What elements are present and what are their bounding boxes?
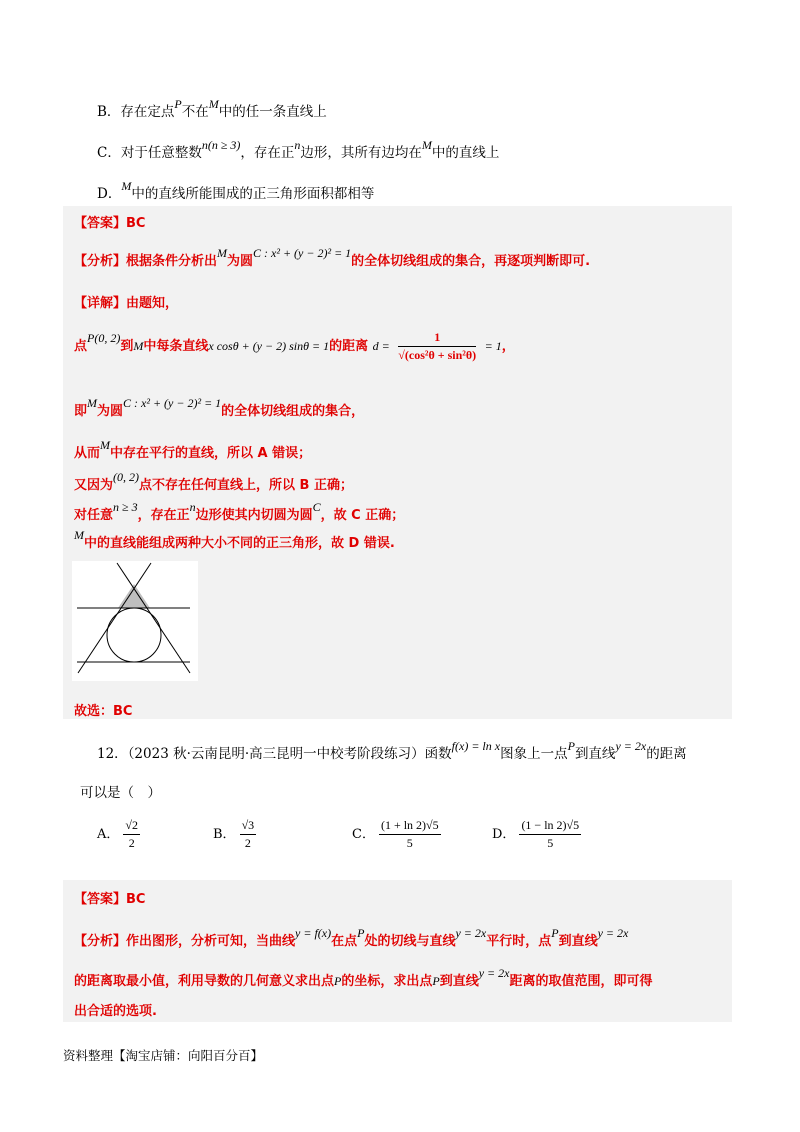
- q11-detail-line1: 点P(0, 2)到M中每条直线x cosθ + (y − 2) sinθ = 1的距离 d = $\frac{1}{\text{√(cos²θ + sin²θ)}}$ = 1，: [74, 330, 515, 362]
- option-c-prev: C．对于任意整数n(n ≥ 3)，存在正n边形，其所有边均在M中的直线上: [97, 138, 500, 161]
- q12-answer: 【答案】BC: [74, 892, 146, 907]
- q12-stem-line1: 12．（2023 秋·云南昆明·高三昆明一中校考阶段练习）函数f(x) = ln x图象上一点P到直线y = 2x的距离: [97, 739, 687, 762]
- q11-detail-line3: 从而M中存在平行的直线，所以 A 错误；: [74, 438, 312, 461]
- q11-detail-line6: M中的直线能组成两种大小不同的正三角形，故 D 错误.: [74, 528, 395, 551]
- q11-detail-head: 【详解】由题知，: [74, 296, 179, 311]
- q12-option-a: A． $\frac{√2}{2}$: [97, 818, 138, 850]
- q12-analysis-line1: 【分析】作出图形，分析可知，当曲线y = f(x)在点P处的切线与直线y = 2x平行时，点P到直线y = 2x: [74, 926, 629, 949]
- q12-analysis-line2: 的距离取最小值，利用导数的几何意义求出点P的坐标，求出点P到直线y = 2x距离的取值范围，即可得: [74, 966, 653, 989]
- q11-answer: 【答案】BC: [74, 216, 146, 231]
- option-b-prev: B．存在定点P不在M中的任一条直线上: [97, 97, 327, 120]
- q11-detail-line5: 对任意n ≥ 3，存在正n边形使其内切圆为圆C，故 C 正确；: [74, 500, 405, 523]
- q12-option-b: B． $\frac{√3}{2}$: [213, 818, 255, 850]
- q12-option-d: D． $\frac{(1 - \ln 2)√5}{5}$: [492, 818, 580, 850]
- q11-figure: [72, 561, 198, 681]
- incircle: [107, 608, 161, 662]
- q12-analysis-line3: 出合适的选项.: [74, 1004, 157, 1019]
- page-footer: 资料整理【淘宝店铺：向阳百分百】: [63, 1048, 264, 1063]
- option-d-prev: D．M中的直线所能围成的正三角形面积都相等: [97, 179, 375, 202]
- tangent-line-left: [78, 563, 151, 673]
- q11-detail-line4: 又因为(0, 2)点不存在任何直线上，所以 B 正确；: [74, 470, 353, 493]
- q11-solution-block: [63, 206, 732, 719]
- triangle-incircle-diagram: [72, 561, 198, 681]
- q12-stem-line2: 可以是（ ）: [80, 785, 161, 801]
- tangent-line-right: [117, 563, 190, 673]
- shaded-triangle: [118, 584, 150, 608]
- q11-conclusion: 故选：BC: [74, 704, 133, 719]
- q12-solution-block: [63, 880, 732, 1022]
- q12-option-c: C． $\frac{(1 + \ln 2)√5}{5}$: [352, 818, 439, 850]
- q11-detail-line2: 即M为圆C : x² + (y − 2)² = 1的全体切线组成的集合，: [74, 396, 365, 419]
- q11-analysis: 【分析】根据条件分析出M为圆C : x² + (y − 2)² = 1的全体切线组成的集合，再逐项判断即可.: [74, 246, 591, 269]
- distance-fraction: $\frac{1}{\text{√(cos²θ + sin²θ)}}$: [398, 330, 477, 362]
